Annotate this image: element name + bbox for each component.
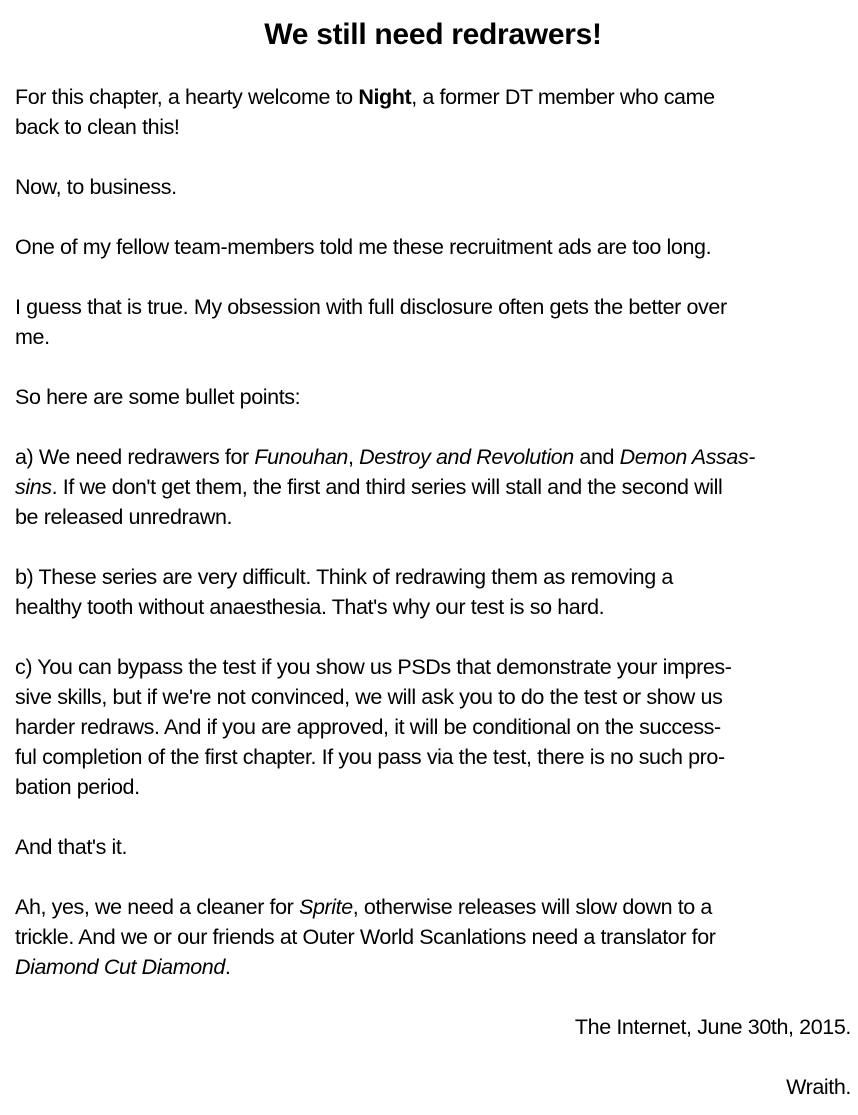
guess-line-2: me.: [15, 325, 50, 349]
welcome-paragraph: [15, 82, 851, 142]
point-b-line-2: healthy tooth without anaesthesia. That's why our test is so hard.: [15, 595, 605, 619]
series-funouhan: Funouhan: [254, 445, 348, 469]
welcome-pre: For this chapter, a hearty welcome to: [15, 85, 359, 109]
point-a-pre: a) We need redrawers for: [15, 445, 255, 469]
member-name: Night: [358, 85, 412, 109]
series-demon-assassins-part-1: Demon Assas-: [619, 445, 756, 469]
series-demon-assassins-part-2: sins: [15, 475, 52, 499]
spacer: [15, 532, 851, 562]
point-a-line-2: [15, 472, 851, 502]
spacer: [15, 352, 851, 382]
series-diamond-cut-diamond: Diamond Cut Diamond: [15, 955, 225, 979]
point-a-line-2-text: . If we don't get them, the first and third series will stall and the second will: [51, 475, 723, 499]
point-c-line-5: bation period.: [15, 775, 140, 799]
bullets-intro: So here are some bullet points:: [15, 385, 301, 409]
spacer: [15, 202, 851, 232]
point-a-paragraph: [15, 442, 851, 532]
page-title: We still need redrawers!: [264, 18, 602, 51]
point-c-line-1: c) You can bypass the test if you show us PSDs that demonstrate your impres-: [15, 655, 732, 679]
cleaner-line-3: [15, 952, 851, 982]
spacer: [15, 412, 851, 442]
dateline: The Internet, June 30th, 2015.: [574, 1015, 851, 1039]
spacer: [15, 142, 851, 172]
fellow-paragraph: One of my fellow team-members told me these recruitment ads are too long.: [15, 235, 712, 259]
spacer: [15, 56, 851, 82]
point-c-line-3: harder redraws. And if you are approved, it will be conditional on the success-: [15, 715, 721, 739]
point-a-and: and: [573, 445, 620, 469]
series-destroy-and-revolution: Destroy and Revolution: [359, 445, 574, 469]
cleaner-pre: Ah, yes, we need a cleaner for: [15, 895, 299, 919]
point-c-paragraph: [15, 652, 851, 802]
point-a-line-1: [15, 442, 851, 472]
point-b-paragraph: [15, 562, 851, 622]
point-c-line-2: sive skills, but if we're not convinced, we will ask you to do the test or show us: [15, 685, 723, 709]
welcome-line-2: back to clean this!: [15, 115, 180, 139]
recruitment-notice: [15, 0, 851, 1102]
guess-line-1: I guess that is true. My obsession with full disclosure often gets the better over: [15, 295, 727, 319]
cleaner-post: , otherwise releases will slow down to a: [352, 895, 712, 919]
point-b-line-1: b) These series are very difficult. Think of redrawing them as removing a: [15, 565, 673, 589]
cleaner-line-2: trickle. And we or our friends at Outer World Scanlations need a translator for: [15, 925, 716, 949]
spacer: [15, 982, 851, 1012]
point-a-line-3: be released unredrawn.: [15, 505, 233, 529]
spacer: [15, 262, 851, 292]
business-paragraph: Now, to business.: [15, 175, 177, 199]
spacer: [15, 1042, 851, 1072]
spacer: [15, 802, 851, 832]
thats-it-paragraph: And that's it.: [15, 835, 128, 859]
signature: Wraith.: [786, 1075, 851, 1099]
guess-paragraph: [15, 292, 851, 352]
spacer: [15, 622, 851, 652]
series-sprite: Sprite: [299, 895, 353, 919]
spacer: [15, 862, 851, 892]
cleaner-line-1: [15, 892, 851, 922]
welcome-post: , a former DT member who came: [411, 85, 715, 109]
cleaner-paragraph: [15, 892, 851, 982]
point-c-line-4: ful completion of the first chapter. If you pass via the test, there is no such pro-: [15, 745, 725, 769]
welcome-line-1: [15, 82, 851, 112]
cleaner-line-3-post: .: [224, 955, 231, 979]
point-a-sep: ,: [348, 445, 360, 469]
